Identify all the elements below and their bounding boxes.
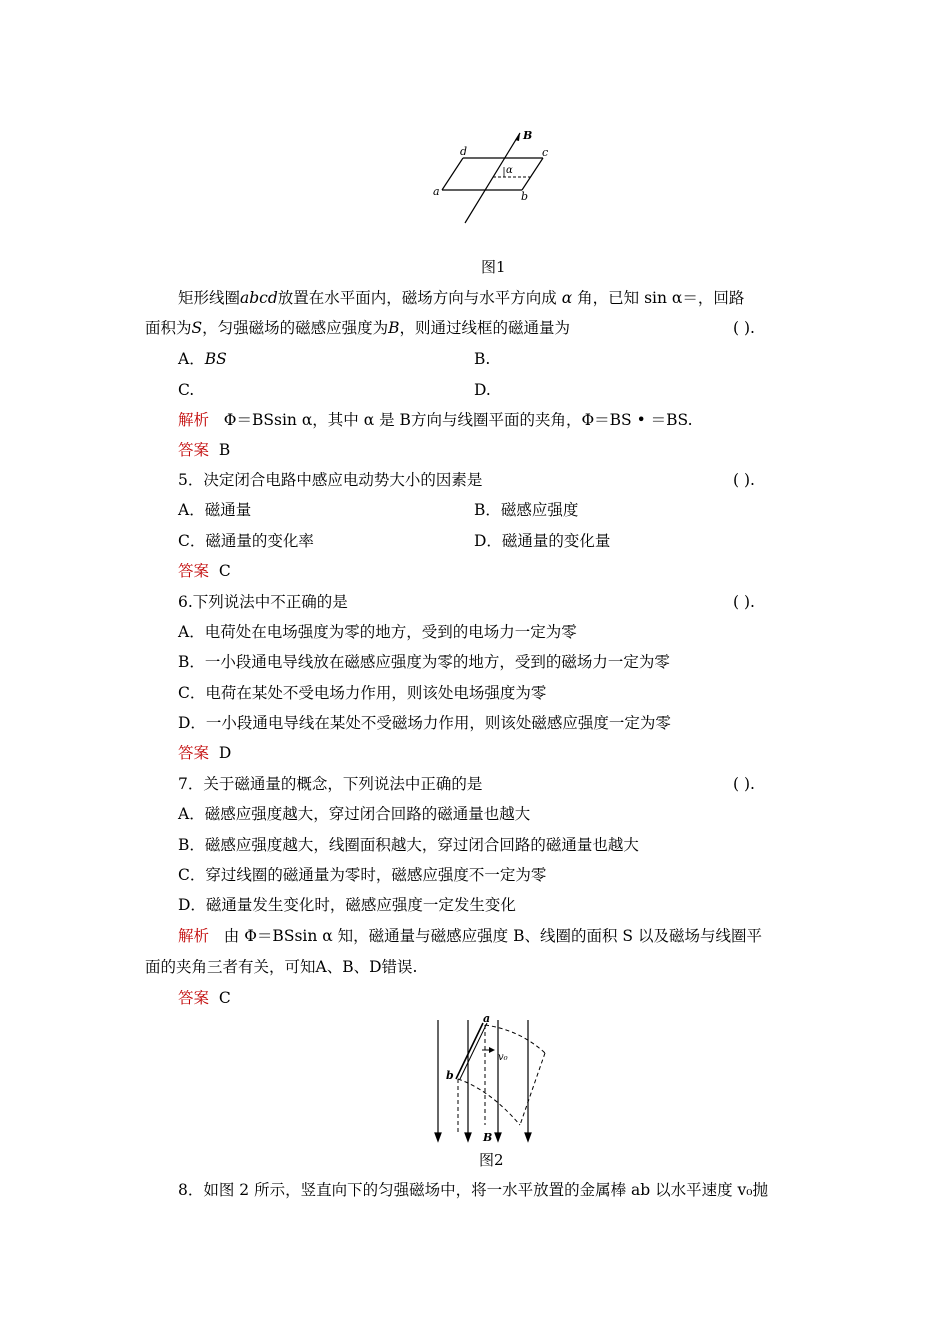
fig1-label-alpha: α: [506, 165, 513, 176]
q7-option-b: B．磁感应强度越大，线圈面积越大，穿过闭合回路的磁通量也越大: [178, 836, 639, 854]
analysis-label: 解析: [178, 927, 210, 945]
fig2-label-B: B: [483, 1131, 493, 1144]
figure-2-caption: 图2: [479, 1151, 504, 1169]
q5-stem: 5．决定闭合电路中感应电动势大小的因素是: [178, 471, 483, 489]
fig1-label-d: d: [460, 145, 468, 158]
q4-option-a: A．BS: [178, 350, 227, 368]
q6-option-a: A．电荷处在电场强度为零的地方，受到的电场力一定为零: [178, 623, 577, 641]
q6-option-b: B．一小段通电导线放在磁感应强度为零的地方，受到的磁场力一定为零: [178, 653, 670, 671]
fig1-label-a: a: [433, 185, 440, 198]
q5-option-c: C．磁通量的变化率: [178, 532, 314, 550]
fig1-label-c: c: [542, 146, 549, 159]
q7-analysis-line1: 解析 由 Φ＝BSsin α 知，磁通量与磁感应强度 B、线圈的面积 S 以及磁场与线圈平: [178, 927, 762, 945]
fig1-label-b: b: [521, 190, 529, 203]
fig2-label-v0: v₀: [498, 1052, 508, 1063]
q6-answer: 答案 D: [178, 744, 232, 762]
q5-answer: 答案 C: [178, 562, 231, 580]
q4-option-d: D.: [474, 381, 491, 399]
figure-1-diagram: [430, 125, 560, 225]
q4-answer: 答案 B: [178, 441, 231, 459]
q6-option-d: D．一小段通电导线在某处不受磁场力作用，则该处磁感应强度一定为零: [178, 714, 671, 732]
q4-stem-line2: 面积为S，匀强磁场的磁感应强度为B，则通过线框的磁通量为: [145, 319, 571, 337]
fig2-label-b: b: [446, 1069, 454, 1082]
q5-option-a: A．磁通量: [178, 501, 252, 519]
q4-option-b: B.: [474, 350, 491, 368]
q6-option-c: C．电荷在某处不受电场力作用，则该处电场强度为零: [178, 684, 547, 702]
q8-stem: 8．如图 2 所示，竖直向下的匀强磁场中，将一水平放置的金属棒 ab 以水平速度 v₀抛: [178, 1181, 768, 1199]
q7-option-a: A．磁感应强度越大，穿过闭合回路的磁通量也越大: [178, 805, 531, 823]
q7-option-d: D．磁通量发生变化时，磁感应强度一定发生变化: [178, 896, 516, 914]
fig2-label-a: a: [483, 1015, 491, 1025]
answer-label: 答案: [178, 441, 210, 459]
q5-option-b: B．磁感应强度: [474, 501, 579, 519]
figure-2-diagram: [425, 1015, 555, 1145]
answer-label: 答案: [178, 744, 210, 762]
q4-stem-line1: 矩形线圈abcd放置在水平面内，磁场方向与水平方向成 α 角，已知 sin α＝，回路: [178, 289, 745, 307]
q7-answer: 答案 C: [178, 989, 231, 1007]
q4-analysis: 解析 Φ＝BSsin α，其中 α 是 B方向与线圈平面的夹角，Φ＝BS • ＝BS.: [178, 411, 693, 429]
analysis-label: 解析: [178, 411, 210, 429]
figure-1-caption: 图1: [481, 258, 506, 276]
q7-stem: 7．关于磁通量的概念，下列说法中正确的是: [178, 775, 483, 793]
q5-option-d: D．磁通量的变化量: [474, 532, 611, 550]
q6-stem: 6.下列说法中不正确的是: [178, 593, 348, 611]
q7-answer-blank: ( ).: [733, 775, 755, 793]
answer-label: 答案: [178, 562, 210, 580]
q7-analysis-line2: 面的夹角三者有关，可知A、B、D错误.: [145, 958, 418, 976]
q6-answer-blank: ( ).: [733, 593, 755, 611]
q4-option-c: C.: [178, 381, 195, 399]
q4-answer-blank: ( ).: [733, 319, 755, 337]
q7-option-c: C．穿过线圈的磁通量为零时，磁感应强度不一定为零: [178, 866, 547, 884]
q5-answer-blank: ( ).: [733, 471, 755, 489]
fig1-label-B: B: [523, 129, 533, 142]
answer-label: 答案: [178, 989, 210, 1007]
